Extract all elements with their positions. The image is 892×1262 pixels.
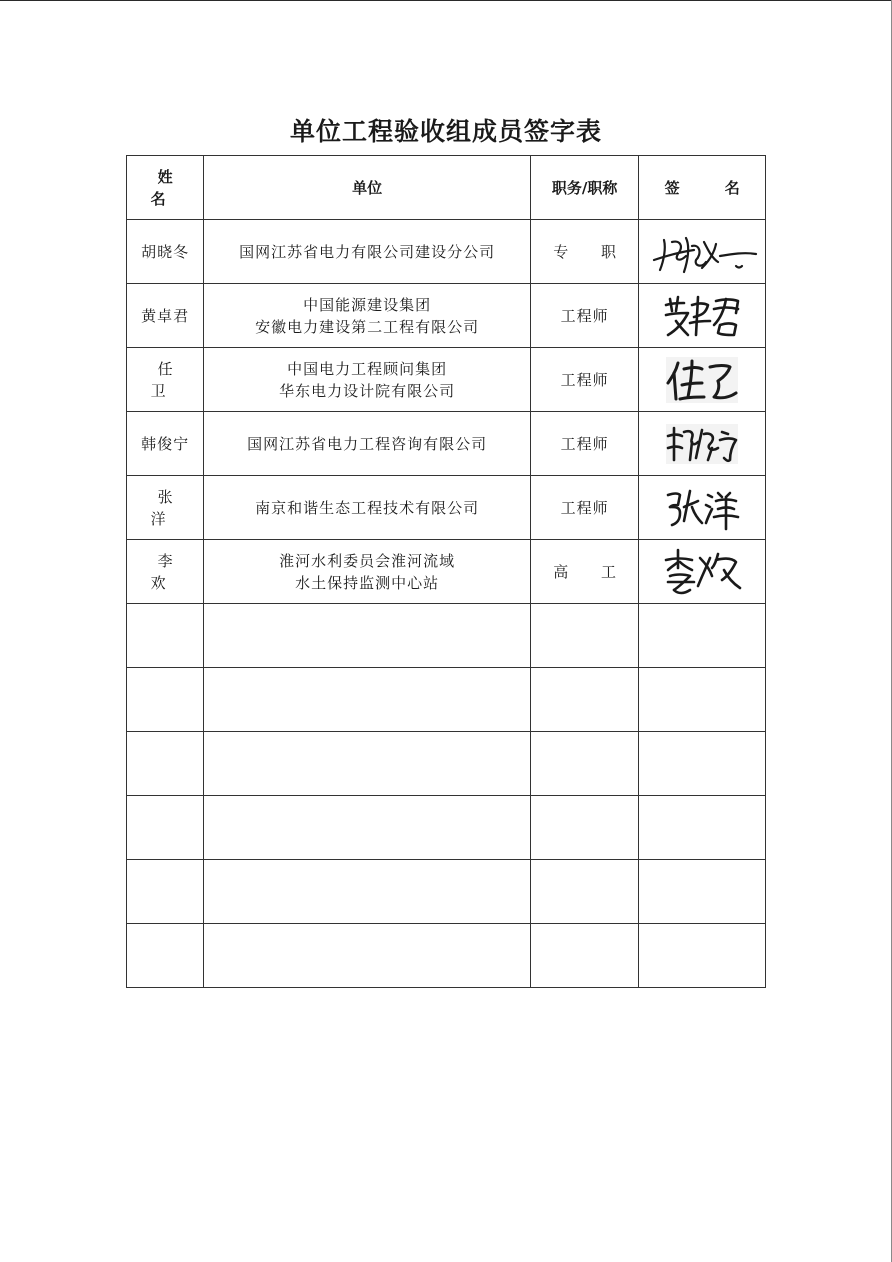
empty-table-row (127, 732, 766, 796)
empty-cell (127, 604, 204, 668)
empty-cell (530, 924, 639, 988)
empty-cell (127, 732, 204, 796)
member-unit: 中国电力工程顾问集团 华东电力设计院有限公司 (204, 348, 531, 412)
header-title: 职务/职称 (530, 156, 639, 220)
table-row (127, 284, 766, 348)
empty-table-row (127, 924, 766, 988)
empty-cell (127, 924, 204, 988)
member-unit: 国网江苏省电力工程咨询有限公司 (204, 412, 531, 476)
member-unit: 国网江苏省电力有限公司建设分公司 (204, 220, 531, 284)
empty-cell (639, 668, 766, 732)
empty-cell (204, 860, 531, 924)
empty-cell (204, 604, 531, 668)
empty-table-row (127, 604, 766, 668)
empty-cell (530, 732, 639, 796)
page-top-edge (0, 0, 892, 1)
empty-table-row (127, 860, 766, 924)
member-signature (639, 348, 766, 412)
empty-cell (530, 860, 639, 924)
empty-cell (127, 668, 204, 732)
member-name: 李 欢 (127, 540, 204, 604)
document-title: 单位工程验收组成员签字表 (289, 117, 602, 146)
table-row (127, 476, 766, 540)
empty-cell (204, 668, 531, 732)
empty-table-row (127, 796, 766, 860)
member-name: 胡晓冬 (127, 220, 204, 284)
table-header-row (127, 156, 766, 220)
member-unit: 中国能源建设集团 安徽电力建设第二工程有限公司 (204, 284, 531, 348)
handwritten-signature-image (660, 546, 744, 598)
member-signature (639, 476, 766, 540)
empty-table-row (127, 668, 766, 732)
member-name: 黄卓君 (127, 284, 204, 348)
signature-table (126, 155, 766, 988)
empty-cell (639, 924, 766, 988)
member-name: 张 洋 (127, 476, 204, 540)
empty-cell (530, 796, 639, 860)
empty-cell (530, 668, 639, 732)
header-signature: 签 名 (639, 156, 766, 220)
empty-cell (530, 604, 639, 668)
empty-cell (639, 796, 766, 860)
handwritten-signature-image (646, 226, 758, 278)
member-signature (639, 284, 766, 348)
header-name: 姓 名 (127, 156, 204, 220)
empty-cell (127, 860, 204, 924)
empty-cell (204, 924, 531, 988)
table-row (127, 220, 766, 284)
empty-cell (127, 796, 204, 860)
handwritten-signature-image (664, 422, 740, 466)
member-title: 工程师 (530, 284, 639, 348)
member-unit: 南京和谐生态工程技术有限公司 (204, 476, 531, 540)
member-title: 工程师 (530, 476, 639, 540)
empty-cell (639, 604, 766, 668)
member-title: 工程师 (530, 412, 639, 476)
member-name: 韩俊宁 (127, 412, 204, 476)
empty-cell (204, 732, 531, 796)
handwritten-signature-image (662, 291, 742, 341)
header-unit: 单位 (204, 156, 531, 220)
table-row (127, 348, 766, 412)
handwritten-signature-image (664, 355, 740, 405)
member-unit: 淮河水利委员会淮河流域 水土保持监测中心站 (204, 540, 531, 604)
table-row (127, 540, 766, 604)
member-signature (639, 540, 766, 604)
empty-cell (639, 732, 766, 796)
member-name: 任 卫 (127, 348, 204, 412)
table-row (127, 412, 766, 476)
empty-cell (204, 796, 531, 860)
member-title: 高 工 (530, 540, 639, 604)
member-title: 工程师 (530, 348, 639, 412)
empty-cell (639, 860, 766, 924)
handwritten-signature-image (664, 485, 740, 531)
member-signature (639, 412, 766, 476)
member-title: 专 职 (530, 220, 639, 284)
member-signature (639, 220, 766, 284)
